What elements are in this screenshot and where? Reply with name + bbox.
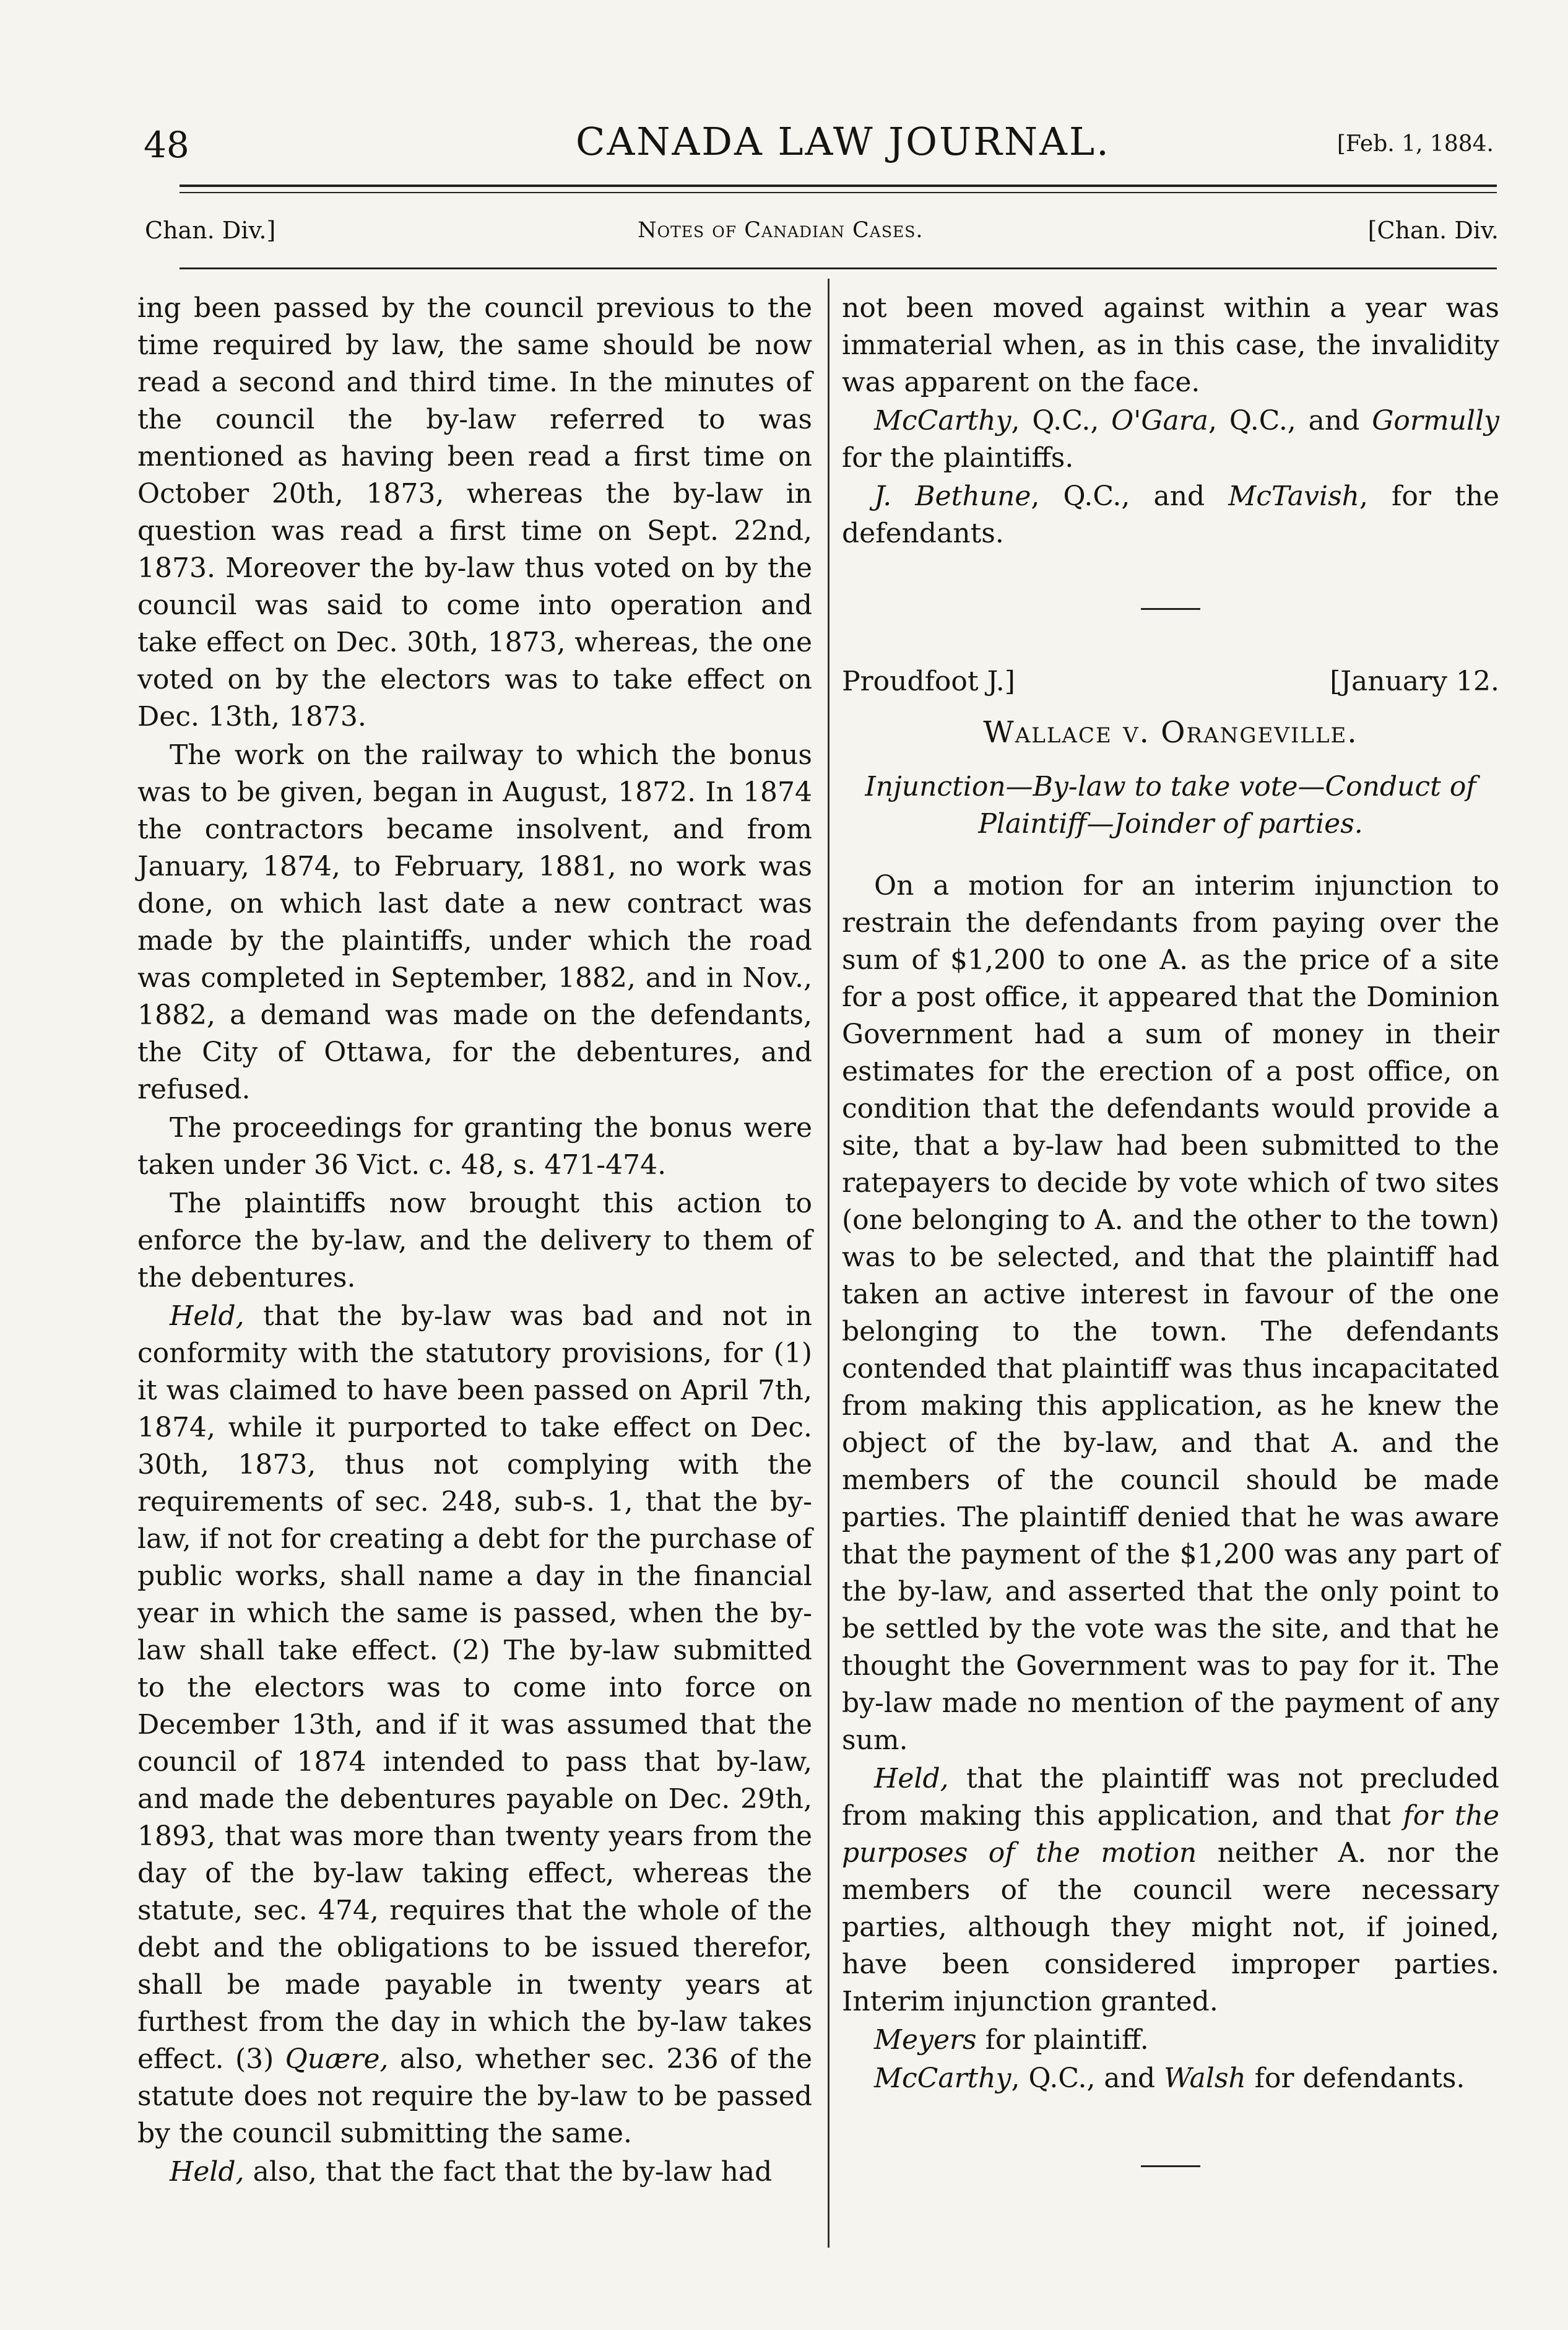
quaere-label: Quære, <box>285 2043 389 2075</box>
held-label: Held, <box>874 1763 949 1794</box>
held-text-end: also, whether sec. 236 of the statute does not require the by-law to be passed by the council submitting the same. <box>137 2043 812 2149</box>
held-text: that the by-law was bad and not in conformity with the statutory provisions, for (1) it was claimed to have been passed on April 7th, 1874, while it purported to take effect on Dec. 30th, 1873, thus not complying with the requirements of sec. 248, sub-s. 1, that the by-law, if not for creating a debt for the purchase of public works, shall name a day in the financial year in which the same is passed, when the by-law shall take effect. (2) The by-law submitted to the electors was to come into force on December 13th, and if it was assumed that the council of 1874 intended to pass that by-law, and made the debentures payable on Dec. 29th, 1893, that was more than twenty years from the day of the by-law taking effect, whereas the statute, sec. 474, requires that the whole of the debt and the obligations to be issued therefor, shall be made payable in twenty years at furthest from the day in which the by-law takes effect. (3) <box>137 1300 812 2075</box>
counsel-line: Meyers for plaintiff. <box>874 2024 1149 2056</box>
counsel-line: McCarthy, Q.C., and Walsh for defendants. <box>874 2063 1465 2094</box>
section-title: Notes of Canadian Cases. <box>638 218 924 243</box>
paragraph: ing been passed by the council previous to the time required by law, the same should be now read a second and third time. In the minutes of the council the by-law referred to was mentioned as having been read a first time on October 20th, 1873, whereas the by-law in question was read a first time on Sept. 22nd, 1873. Moreover the by-law thus voted on by the council was said to come into operation and take effect on Dec. 30th, 1873, whereas, the one voted on by the electors was to take effect on Dec. 13th, 1873. <box>137 292 812 732</box>
held-label: Held, <box>170 2156 245 2188</box>
paragraph: The proceedings for granting the bonus were taken under 36 Vict. c. 48, s. 471-474. <box>137 1112 812 1181</box>
held-text: also, that the fact that the by-law had <box>244 2156 773 2188</box>
journal-title: CANADA LAW JOURNAL. <box>576 119 1111 164</box>
column-divider <box>828 279 829 2248</box>
decision-date: [January 12. <box>1330 666 1499 697</box>
subheader-rule <box>180 267 1497 269</box>
judge-name: Proudfoot J.] <box>842 666 1015 697</box>
counsel-line: J. Bethune, Q.C., and McTavish, for the defendants. <box>842 480 1499 549</box>
paragraph <box>137 2154 812 2191</box>
paragraph: Held, that the plaintiff was not precluded from making this application, and that for the purposes of the motion neither A. nor the members of the council were necessary parties, although they might not, if joined, have been considered improper parties. Interim injunction granted. <box>842 1763 1500 2017</box>
header-rule-thin <box>180 192 1497 193</box>
issue-date: [Feb. 1, 1884. <box>1336 131 1494 157</box>
case-title: Wallace v. Orangeville. <box>983 715 1358 750</box>
paragraph: The plaintiffs now brought this action to enforce the by-law, and the delivery to them of the debentures. <box>137 1188 812 1293</box>
section-left: Chan. Div.] <box>145 217 276 244</box>
header-rule-thick <box>180 185 1497 187</box>
held-label: Held, <box>170 1300 245 1332</box>
headnote: Injunction—By-law to take vote—Conduct of Plaintiff—Joinder of parties. <box>865 771 1476 840</box>
paragraph: The work on the railway to which the bonus was to be given, began in August, 1872. In 1874 the contractors became insolvent, and from January, 1874, to February, 1881, no work was done, on which last date a new contract was made by the plaintiffs, under which the road was completed in September, 1882, and in Nov., 1882, a demand was made on the defendants, the City of Ottawa, for the debentures, and refused. <box>137 739 812 1105</box>
paragraph: not been moved against within a year was immaterial when, as in this case, the invalidity was apparent on the face. <box>842 292 1499 398</box>
page-number: 48 <box>144 124 189 166</box>
paragraph: On a motion for an interim injunction to restrain the defendants from paying over the sum of $1,200 to one A. as the price of a site for a post office, it appeared that the Dominion Government had a sum of money in their estimates for the erection of a post office, on condition that the defendants would provide a site, that a by-law had been submitted to the ratepayers to decide by vote which of two sites (one belonging to A. and the other to the town) was to be selected, and that the plaintiff had taken an active interest in favour of the one belonging to the town. The defendants contended that plaintiff was thus incapacitated from making this application, as he knew the object of the by-law, and that A. and the members of the council should be made parties. The plaintiff denied that he was aware that the payment of the $1,200 was any part of the by-law, and asserted that the only point to be settled by the vote was the site, and that he thought the Government was to pay for it. The by-law made no mention of the payment of any sum. <box>842 870 1499 1756</box>
end-separator <box>1141 2165 1200 2167</box>
left-column <box>137 290 812 2191</box>
counsel-line: McCarthy, Q.C., O'Gara, Q.C., and Gormully for the plaintiffs. <box>842 405 1499 474</box>
judge-line <box>842 663 1499 700</box>
paragraph <box>137 1298 812 2152</box>
section-right: [Chan. Div. <box>1367 217 1499 244</box>
right-column <box>842 290 1499 2167</box>
case-separator <box>1141 608 1200 610</box>
